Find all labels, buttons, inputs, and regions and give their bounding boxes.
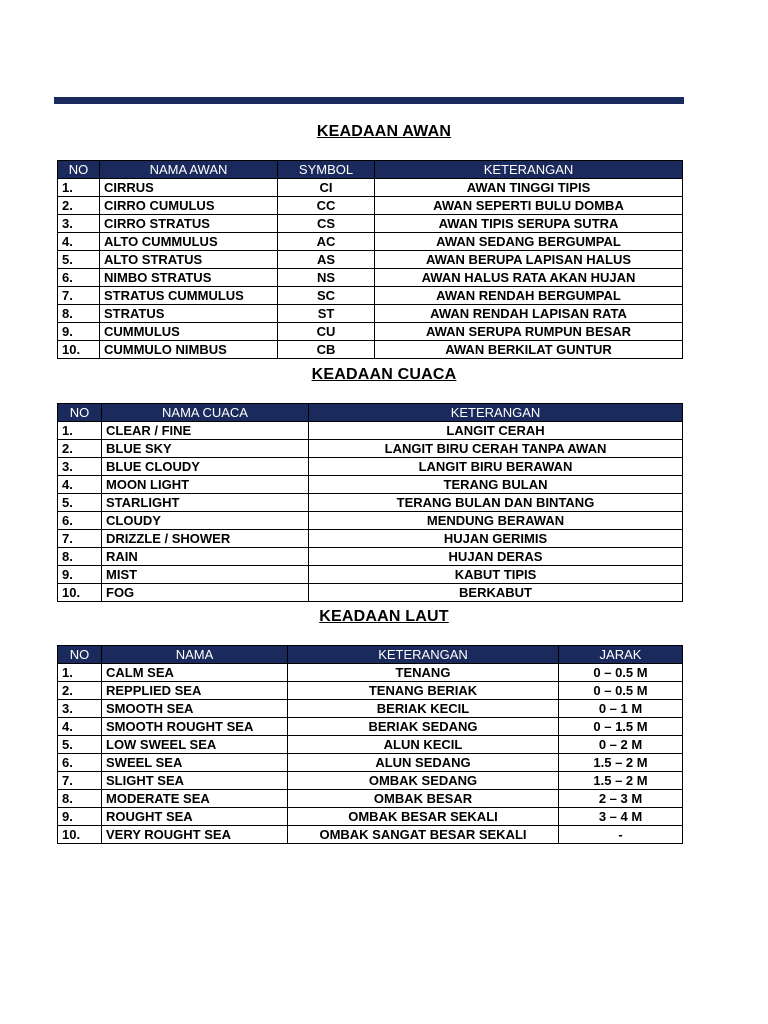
table-row	[58, 566, 683, 584]
section-title-laut: KEADAAN LAUT	[319, 608, 449, 625]
table-awan	[57, 160, 683, 359]
table-row	[58, 790, 683, 808]
table-cell: ST	[278, 305, 375, 323]
table-cell: 5.	[58, 251, 100, 269]
column-header: SYMBOL	[278, 161, 375, 179]
table-cell: CUMMULO NIMBUS	[100, 341, 278, 359]
table-cell: AWAN RENDAH LAPISAN RATA	[375, 305, 683, 323]
table-cell: 2.	[58, 440, 102, 458]
table-cell: KABUT TIPIS	[309, 566, 683, 584]
table-cell: ALUN KECIL	[288, 736, 559, 754]
table-cell: TENANG	[288, 664, 559, 682]
table-cell: 8.	[58, 790, 102, 808]
table-row	[58, 736, 683, 754]
column-header: KETERANGAN	[375, 161, 683, 179]
table-cell: AWAN SEPERTI BULU DOMBA	[375, 197, 683, 215]
table-cell: AWAN SERUPA RUMPUN BESAR	[375, 323, 683, 341]
table-cell: 1.	[58, 422, 102, 440]
table-cell: OMBAK BESAR	[288, 790, 559, 808]
table-cell: 3.	[58, 458, 102, 476]
table-cell: 0 – 0.5 M	[559, 682, 683, 700]
table-cell: 7.	[58, 287, 100, 305]
table-cell: STRATUS	[100, 305, 278, 323]
table-cell: AWAN TIPIS SERUPA SUTRA	[375, 215, 683, 233]
table-cell: FOG	[102, 584, 309, 602]
table-cell: HUJAN DERAS	[309, 548, 683, 566]
table-row	[58, 476, 683, 494]
table-row	[58, 772, 683, 790]
table-cell: TERANG BULAN DAN BINTANG	[309, 494, 683, 512]
table-cell: CB	[278, 341, 375, 359]
table-row	[58, 530, 683, 548]
table-cell: CI	[278, 179, 375, 197]
column-header: NAMA CUACA	[102, 404, 309, 422]
table-cell: 6.	[58, 269, 100, 287]
table-cell: BERIAK SEDANG	[288, 718, 559, 736]
table-cell: AWAN TINGGI TIPIS	[375, 179, 683, 197]
table-cell: MODERATE SEA	[102, 790, 288, 808]
column-header: JARAK	[559, 646, 683, 664]
table-cell: REPPLIED SEA	[102, 682, 288, 700]
table-cell: SC	[278, 287, 375, 305]
table-row	[58, 233, 683, 251]
table-cell: 0 – 1 M	[559, 700, 683, 718]
table-laut	[57, 645, 683, 844]
table-cell: CU	[278, 323, 375, 341]
table-cell: OMBAK SANGAT BESAR SEKALI	[288, 826, 559, 844]
table-cell: AS	[278, 251, 375, 269]
table-cell: ROUGHT SEA	[102, 808, 288, 826]
table-row	[58, 548, 683, 566]
table-row	[58, 323, 683, 341]
table-cell: LANGIT BIRU BERAWAN	[309, 458, 683, 476]
table-cell: AWAN RENDAH BERGUMPAL	[375, 287, 683, 305]
table-row	[58, 440, 683, 458]
table-row	[58, 584, 683, 602]
column-header: KETERANGAN	[309, 404, 683, 422]
table-row	[58, 826, 683, 844]
table-row	[58, 458, 683, 476]
table-cell: OMBAK SEDANG	[288, 772, 559, 790]
table-cell: 5.	[58, 494, 102, 512]
table-cell: AWAN BERKILAT GUNTUR	[375, 341, 683, 359]
table-row	[58, 287, 683, 305]
table-cell: 2.	[58, 197, 100, 215]
table-row	[58, 215, 683, 233]
table-cell: ALUN SEDANG	[288, 754, 559, 772]
table-cell: CLEAR / FINE	[102, 422, 309, 440]
table-cell: ALTO STRATUS	[100, 251, 278, 269]
table-cell: NIMBO STRATUS	[100, 269, 278, 287]
header-rule	[54, 97, 684, 104]
table-cell: DRIZZLE / SHOWER	[102, 530, 309, 548]
table-cell: AWAN BERUPA LAPISAN HALUS	[375, 251, 683, 269]
table-cell: MOON LIGHT	[102, 476, 309, 494]
column-header: NAMA AWAN	[100, 161, 278, 179]
table-header-row	[58, 646, 683, 664]
table-cell: STARLIGHT	[102, 494, 309, 512]
table-cell: MENDUNG BERAWAN	[309, 512, 683, 530]
table-cell: 0 – 2 M	[559, 736, 683, 754]
table-cell: 8.	[58, 305, 100, 323]
table-cell: 5.	[58, 736, 102, 754]
table-cell: 7.	[58, 772, 102, 790]
table-cell: 10.	[58, 341, 100, 359]
table-cell: BERKABUT	[309, 584, 683, 602]
table-cell: CLOUDY	[102, 512, 309, 530]
column-header: NO	[58, 404, 102, 422]
table-header-row	[58, 404, 683, 422]
table-cell: MIST	[102, 566, 309, 584]
table-cell: BERIAK KECIL	[288, 700, 559, 718]
column-header: KETERANGAN	[288, 646, 559, 664]
table-cell: LOW SWEEL SEA	[102, 736, 288, 754]
table-cell: LANGIT BIRU CERAH TANPA AWAN	[309, 440, 683, 458]
table-cell: SMOOTH ROUGHT SEA	[102, 718, 288, 736]
table-row	[58, 422, 683, 440]
table-row	[58, 682, 683, 700]
table-cell: SLIGHT SEA	[102, 772, 288, 790]
table-cell: 9.	[58, 808, 102, 826]
table-row	[58, 512, 683, 530]
table-cell: 9.	[58, 566, 102, 584]
table-header-row	[58, 161, 683, 179]
table-cell: 0 – 0.5 M	[559, 664, 683, 682]
table-cell: 0 – 1.5 M	[559, 718, 683, 736]
table-cell: -	[559, 826, 683, 844]
table-cell: NS	[278, 269, 375, 287]
table-row	[58, 269, 683, 287]
table-cell: 6.	[58, 512, 102, 530]
table-cell: 2 – 3 M	[559, 790, 683, 808]
section-title-awan: KEADAAN AWAN	[316, 123, 452, 140]
table-row	[58, 494, 683, 512]
table-cell: 10.	[58, 584, 102, 602]
table-cell: CIRRO CUMULUS	[100, 197, 278, 215]
table-cell: 1.	[58, 179, 100, 197]
table-cell: HUJAN GERIMIS	[309, 530, 683, 548]
table-cell: 1.	[58, 664, 102, 682]
table-cell: CC	[278, 197, 375, 215]
table-cell: AWAN SEDANG BERGUMPAL	[375, 233, 683, 251]
table-row	[58, 197, 683, 215]
table-row	[58, 700, 683, 718]
table-cell: 4.	[58, 718, 102, 736]
table-cell: 4.	[58, 233, 100, 251]
table-cell: CALM SEA	[102, 664, 288, 682]
table-cell: AC	[278, 233, 375, 251]
table-cell: 2.	[58, 682, 102, 700]
table-cell: 3.	[58, 215, 100, 233]
table-cell: ALTO CUMMULUS	[100, 233, 278, 251]
table-cell: 3 – 4 M	[559, 808, 683, 826]
column-header: NO	[58, 646, 102, 664]
table-cell: RAIN	[102, 548, 309, 566]
table-row	[58, 179, 683, 197]
table-cell: OMBAK BESAR SEKALI	[288, 808, 559, 826]
table-cell: 1.5 – 2 M	[559, 772, 683, 790]
table-cell: TENANG BERIAK	[288, 682, 559, 700]
table-cuaca	[57, 403, 683, 602]
table-cell: 6.	[58, 754, 102, 772]
table-cell: LANGIT CERAH	[309, 422, 683, 440]
table-cell: VERY ROUGHT SEA	[102, 826, 288, 844]
table-cell: 7.	[58, 530, 102, 548]
table-row	[58, 754, 683, 772]
table-cell: SMOOTH SEA	[102, 700, 288, 718]
column-header: NAMA	[102, 646, 288, 664]
table-cell: AWAN HALUS RATA AKAN HUJAN	[375, 269, 683, 287]
column-header: NO	[58, 161, 100, 179]
table-row	[58, 808, 683, 826]
table-row	[58, 718, 683, 736]
table-cell: 3.	[58, 700, 102, 718]
table-cell: 9.	[58, 323, 100, 341]
table-cell: BLUE CLOUDY	[102, 458, 309, 476]
table-cell: BLUE SKY	[102, 440, 309, 458]
table-row	[58, 341, 683, 359]
table-cell: SWEEL SEA	[102, 754, 288, 772]
table-cell: 4.	[58, 476, 102, 494]
table-cell: CUMMULUS	[100, 323, 278, 341]
table-row	[58, 305, 683, 323]
table-cell: CS	[278, 215, 375, 233]
table-row	[58, 664, 683, 682]
table-cell: STRATUS CUMMULUS	[100, 287, 278, 305]
table-cell: TERANG BULAN	[309, 476, 683, 494]
table-cell: 8.	[58, 548, 102, 566]
table-cell: 10.	[58, 826, 102, 844]
table-cell: CIRRUS	[100, 179, 278, 197]
table-cell: CIRRO STRATUS	[100, 215, 278, 233]
section-title-cuaca: KEADAAN CUACA	[311, 366, 457, 383]
table-row	[58, 251, 683, 269]
table-cell: 1.5 – 2 M	[559, 754, 683, 772]
